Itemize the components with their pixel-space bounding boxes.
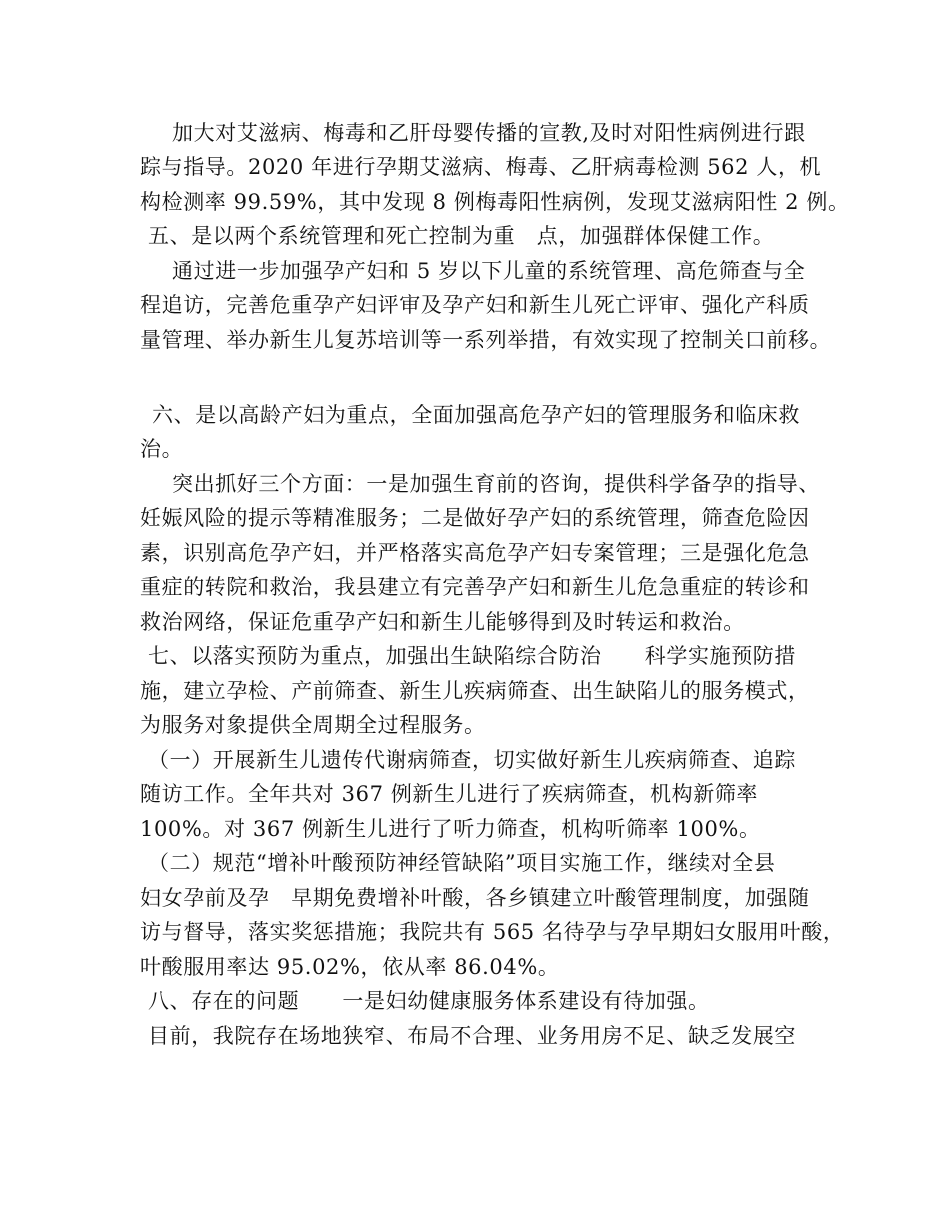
text-line-14: 救治网络，保证危重孕产妇和新生儿能够得到及时转运和救治。	[140, 610, 745, 634]
text-line-2: 踪与指导。2020 年进行孕期艾滋病、梅毒、乙肝病毒检测 562 人，机	[140, 155, 822, 179]
text-line-6: 程追访，完善危重孕产妇评审及孕产妇和新生儿死亡评审、强化产科质	[140, 293, 810, 317]
section-heading-5: 五、是以两个系统管理和死亡控制为重 点，加强群体保健工作。	[148, 224, 775, 248]
text-line-26: 目前，我院存在场地狭窄、布局不合理、业务用房不足、缺乏发展空	[148, 1024, 796, 1048]
text-line-5: 通过进一步加强孕产妇和 5 岁以下儿童的系统管理、高危筛查与全	[172, 259, 806, 283]
text-line-10: 突出抓好三个方面：一是加强生育前的咨询，提供科学备孕的指导、	[172, 472, 820, 496]
text-line-17: 为服务对象提供全周期全过程服务。	[140, 713, 486, 737]
text-line-23: 访与督导，落实奖惩措施；我院共有 565 名待孕与孕早期妇女服用叶酸，	[140, 920, 845, 944]
text-line-1: 加大对艾滋病、梅毒和乙肝母婴传播的宣教,及时对阳性病例进行跟	[172, 121, 806, 145]
section-heading-8: 八、存在的问题 一是妇幼健康服务体系建设有待加强。	[148, 989, 710, 1013]
section-heading-7: 七、以落实预防为重点，加强出生缺陷综合防治 科学实施预防措	[148, 644, 796, 668]
text-line-16: 施，建立孕检、产前筛查、新生儿疾病筛查、出生缺陷儿的服务模式，	[140, 679, 810, 703]
text-line-3: 构检测率 99.59%，其中发现 8 例梅毒阳性病例，发现艾滋病阳性 2 例。	[140, 190, 850, 214]
text-line-13: 重症的转院和救治，我县建立有完善孕产妇和新生儿危急重症的转诊和	[140, 575, 810, 599]
text-line-19: 随访工作。全年共对 367 例新生儿进行了疾病筛查，机构新筛率	[140, 782, 759, 806]
subsection-heading-2: （二）规范“增补叶酸预防神经管缺陷”项目实施工作，继续对全县	[148, 851, 776, 875]
text-line-7: 量管理、举办新生儿复苏培训等一系列举措，有效实现了控制关口前移。	[140, 328, 832, 352]
text-line-11: 妊娠风险的提示等精准服务；二是做好孕产妇的系统管理，筛查危险因	[140, 506, 810, 530]
subsection-heading-1: （一）开展新生儿遗传代谢病筛查，切实做好新生儿疾病筛查、追踪	[148, 748, 796, 772]
text-line-24: 叶酸服用率达 95.02%，依从率 86.04%。	[140, 955, 560, 979]
text-line-22: 妇女孕前及孕 早期免费增补叶酸，各乡镇建立叶酸管理制度，加强随	[140, 886, 810, 910]
text-line-9: 治。	[140, 437, 184, 461]
section-heading-6: 六、是以高龄产妇为重点，全面加强高危孕产妇的管理服务和临床救	[152, 403, 800, 427]
text-line-12: 素，识别高危孕产妇，并严格落实高危孕产妇专案管理；三是强化危急	[140, 541, 810, 565]
text-line-20: 100%。对 367 例新生儿进行了听力筛查，机构听筛率 100%。	[140, 817, 761, 841]
